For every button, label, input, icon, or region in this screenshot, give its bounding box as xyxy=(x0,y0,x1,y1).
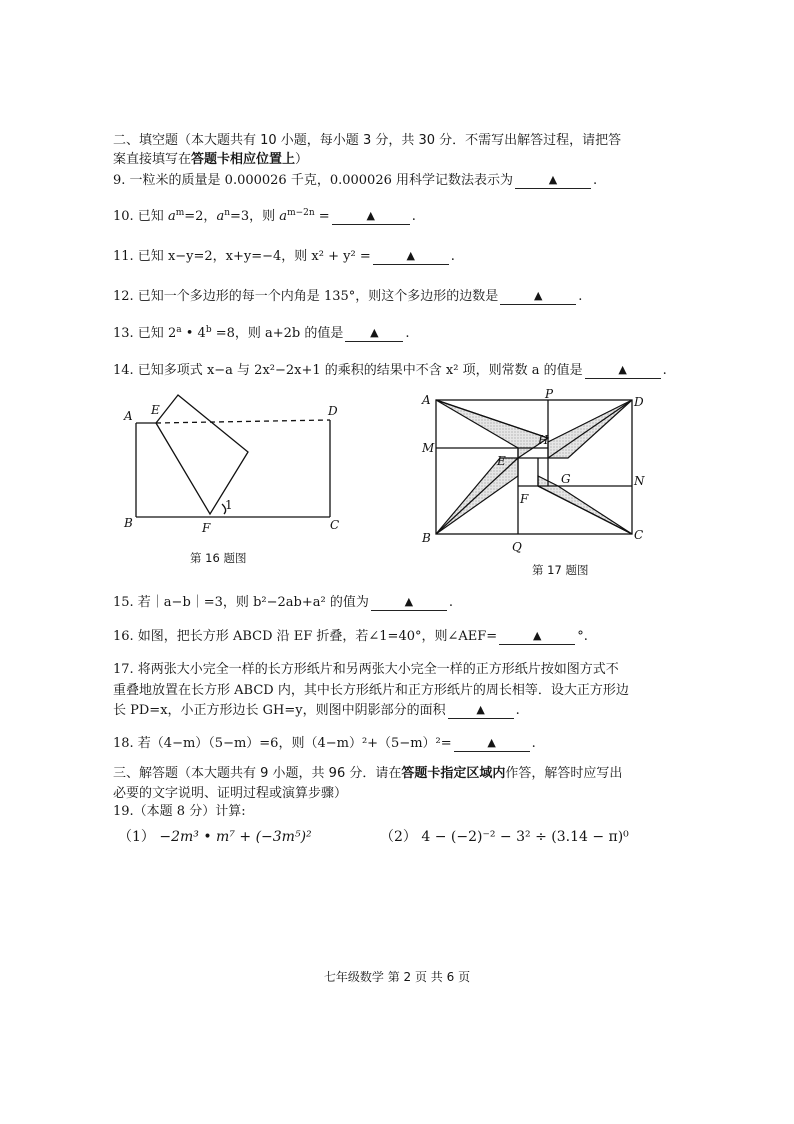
fig17-label-Q: Q xyxy=(512,540,522,554)
section-2-heading-post: ） xyxy=(295,152,309,167)
question-14 xyxy=(113,362,667,380)
question-19-part-2 xyxy=(380,828,629,846)
fig16-label-angle-1: 1 xyxy=(225,498,233,512)
fig17-label-H: H xyxy=(538,433,549,447)
fig17-label-B: B xyxy=(422,531,431,545)
q13-mid: • 4 xyxy=(181,326,206,341)
question-19-title-text: 19.（本题 8 分）计算: xyxy=(113,804,246,819)
question-15-text: 15. 若｜a−b｜=3，则 b²−2ab+a² 的值为 xyxy=(113,595,369,610)
question-17-line3 xyxy=(113,702,520,720)
page-footer: 七年级数学 第 2 页 共 6 页 xyxy=(323,970,471,984)
answer-blank-13[interactable] xyxy=(345,325,403,342)
answer-marker: ▲ xyxy=(534,289,543,302)
fig16-fold-dashed xyxy=(156,420,330,423)
answer-marker: ▲ xyxy=(406,249,415,262)
question-11 xyxy=(113,248,455,266)
fig16-label-D: D xyxy=(328,404,338,418)
fig17-shade-top-left xyxy=(436,400,548,458)
question-13-prefix: 13. 已知 2 xyxy=(113,326,177,341)
question-18 xyxy=(113,735,536,753)
fig17-diag-DH xyxy=(548,400,632,458)
question-17-text-3: 长 PD=x，小正方形边长 GH=y，则图中阴影部分的面积 xyxy=(113,703,446,718)
answer-blank-18[interactable] xyxy=(454,735,530,752)
q13-exp-1: a xyxy=(176,325,182,335)
fig17-label-D: D xyxy=(634,395,644,409)
q10-text-1: =2， xyxy=(184,209,217,224)
question-18-end: . xyxy=(531,736,536,751)
fig16-label-F: F xyxy=(202,521,211,535)
section-3-heading-line2 xyxy=(113,785,347,803)
fig16-label-C: C xyxy=(330,518,340,532)
fig17-label-E: E xyxy=(497,454,506,468)
answer-blank-11[interactable] xyxy=(373,248,449,265)
q19-part2-label: （2） xyxy=(380,829,417,845)
q10-exp-2: n xyxy=(224,208,230,218)
q10-base-3: a xyxy=(279,209,288,224)
question-9 xyxy=(113,172,597,190)
question-10 xyxy=(113,208,416,226)
fig17-label-A: A xyxy=(422,393,431,407)
section-2-heading-bold: 答题卡相应位置上 xyxy=(191,152,296,167)
question-12-text: 12. 已知一个多边形的每一个内角是 135°，则这个多边形的边数是 xyxy=(113,289,499,304)
section-3-heading-bold: 答题卡指定区域内 xyxy=(401,766,506,781)
section-3-heading-text-2: 必要的文字说明、证明过程或演算步骤） xyxy=(113,786,348,801)
fig16-label-B: B xyxy=(124,516,133,530)
fig17-diag-CG xyxy=(538,486,632,534)
question-17-text-1: 17. 将两张大小完全一样的长方形纸片和另两张大小完全一样的正方形纸片按如图方式不 xyxy=(113,662,619,677)
fig17-label-M: M xyxy=(422,441,435,455)
answer-marker: ▲ xyxy=(618,363,627,376)
question-17-end: . xyxy=(515,703,520,718)
q10-text-3: = xyxy=(314,209,330,224)
question-14-end: . xyxy=(662,363,667,378)
question-9-end: . xyxy=(593,173,598,188)
figure-17 xyxy=(418,386,658,556)
answer-marker: ▲ xyxy=(370,326,379,339)
answer-blank-17[interactable] xyxy=(448,702,514,719)
fig17-label-F: F xyxy=(520,492,529,506)
answer-blank-15[interactable] xyxy=(371,594,447,611)
q10-exp-3: m−2n xyxy=(287,208,315,218)
q13-exp-2: b xyxy=(205,325,212,335)
question-18-text: 18. 若（4−m）（5−m）=6，则（4−m）²+（5−m）²= xyxy=(113,736,452,751)
section-3-heading-pre: 三、解答题（本大题共有 9 小题，共 96 分．请在 xyxy=(113,766,402,781)
q19-part1-expression: −2m³ • m⁷ + (−3m⁵)² xyxy=(159,829,312,845)
q19-part2-expression: 4 − (−2)⁻² − 3² ÷ (3.14 − π)⁰ xyxy=(421,829,629,845)
answer-blank-16[interactable] xyxy=(499,628,575,645)
q10-text-2: =3，则 xyxy=(230,209,280,224)
section-3-heading-post: 作答，解答时应写出 xyxy=(505,766,623,781)
fig17-label-N: N xyxy=(634,474,645,488)
answer-marker: ▲ xyxy=(476,703,485,716)
fig17-diag-BE xyxy=(436,458,518,534)
question-11-text: 11. 已知 x−y=2，x+y=−4，则 x² + y² = xyxy=(113,249,371,264)
fig16-folded-flap xyxy=(156,395,248,514)
question-19-part-1 xyxy=(118,828,312,846)
fig16-label-E: E xyxy=(151,403,160,417)
figure-17-caption: 第 17 题图 xyxy=(532,563,589,577)
question-12 xyxy=(113,288,582,306)
question-15-end: . xyxy=(448,595,453,610)
question-16 xyxy=(113,628,588,646)
q10-base-2: a xyxy=(216,209,225,224)
answer-marker: ▲ xyxy=(532,629,542,642)
question-13-end: . xyxy=(405,326,410,341)
question-14-text: 14. 已知多项式 x−a 与 2x²−2x+1 的乘积的结果中不含 x² 项，则常数 a 的值是 xyxy=(113,363,583,378)
question-17-line2 xyxy=(113,682,629,700)
question-16-end: °. xyxy=(577,629,588,644)
fig17-label-P: P xyxy=(545,387,554,401)
answer-blank-12[interactable] xyxy=(500,288,576,305)
section-2-heading-pre: 案直接填写在 xyxy=(113,152,192,167)
answer-marker: ▲ xyxy=(404,595,414,608)
answer-blank-9[interactable] xyxy=(515,172,591,189)
fig17-shade-bottom-right xyxy=(538,476,632,534)
fig16-label-A: A xyxy=(124,409,133,423)
question-17-line1 xyxy=(113,661,619,679)
question-13-text: =8，则 a+2b 的值是 xyxy=(211,326,344,341)
question-19-title xyxy=(113,803,246,821)
q10-base-1: a xyxy=(167,209,176,224)
q19-part1-label: （1） xyxy=(118,829,155,845)
question-13 xyxy=(113,325,410,343)
fig17-label-G: G xyxy=(561,472,571,486)
question-10-end: . xyxy=(411,209,416,224)
q10-exp-1: m xyxy=(175,208,185,218)
fig17-label-C: C xyxy=(634,528,644,542)
answer-marker: ▲ xyxy=(487,736,496,749)
section-2-heading-line1: 二、填空题（本大题共有 10 小题，每小题 3 分，共 30 分．不需写出解答过程，请把答 xyxy=(113,133,622,148)
question-17-text-2: 重叠地放置在长方形 ABCD 内，其中长方形纸片和正方形纸片的周长相等．设大正方形边 xyxy=(113,683,629,698)
question-9-text: 9. 一粒米的质量是 0.000026 千克，0.000026 用科学记数法表示为 xyxy=(113,173,513,188)
question-12-end: . xyxy=(578,289,583,304)
question-10-prefix: 10. 已知 xyxy=(113,209,168,224)
section-2-heading xyxy=(113,132,621,150)
answer-marker: ▲ xyxy=(366,209,375,222)
answer-blank-14[interactable] xyxy=(585,362,661,379)
question-15 xyxy=(113,594,453,612)
section-2-heading-line2 xyxy=(113,151,308,169)
answer-blank-10[interactable] xyxy=(332,208,410,225)
question-16-text: 16. 如图，把长方形 ABCD 沿 EF 折叠，若∠1=40°，则∠AEF= xyxy=(113,629,498,644)
question-11-end: . xyxy=(450,249,455,264)
answer-marker: ▲ xyxy=(548,173,558,186)
section-3-heading xyxy=(113,765,622,783)
figure-16-caption: 第 16 题图 xyxy=(190,551,247,565)
figure-16 xyxy=(118,390,358,540)
